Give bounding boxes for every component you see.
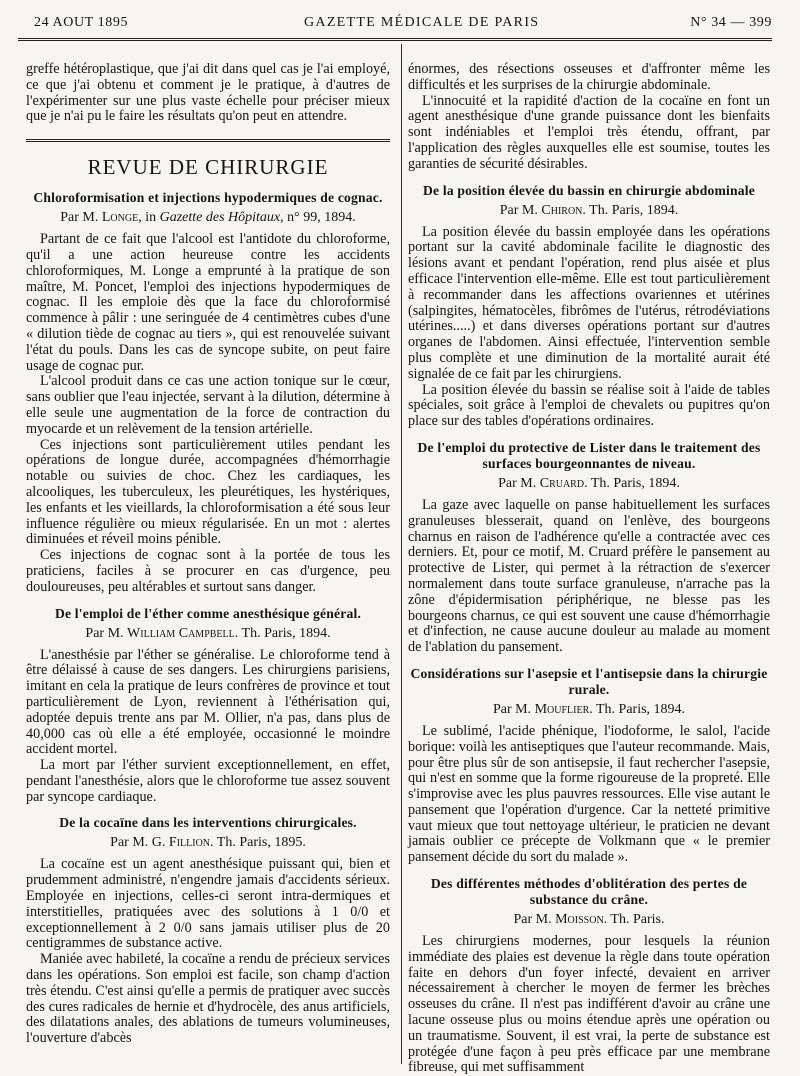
article-title: De l'emploi du protective de Lister dans le traitement des surfaces bourgeonnantes de niveau. (417, 439, 761, 471)
right-column (408, 62, 770, 1076)
article-title: Considérations sur l'asepsie et l'antisepsie dans la chirurgie rurale. (410, 665, 768, 697)
paragraph: Maniée avec habileté, la cocaïne a rendu de précieux services dans les opérations. Son emploi est facile, son champ d'action très étendu. C'est ainsi qu'elle a permis de pratiquer avec succès des cures radicales de hernie et d'hydrocèle, des anus artificiels, des dilatations anales, des ablations de tumeurs volumineuses, l'ouverture d'abcès (26, 951, 390, 1047)
header-date: 24 AOUT 1895 (34, 15, 129, 30)
revue-heading: REVUE DE CHIRURGIE (87, 155, 329, 180)
article-author: Par M. Longe, in Gazette des Hôpitaux, n° 99, 1894. (60, 210, 356, 226)
continued-paragraph: greffe hétéroplastique, que j'ai dit dans quel cas je l'ai employé, ce que j'ai obtenu et comment je le pratique, à d'autres de l'expérimenter sur une plus vaste échelle pour préciser mieux que je n'ai pu le faire les résultats qu'on peut en attendre. (26, 61, 390, 125)
paragraph: Les chirurgiens modernes, pour lesquels la réunion immédiate des plaies est devenue la règle dans toute opération faite en dehors d'un foyer infecté, devaient en arriver nécessairement à chercher le moyen de fermer les brèches osseuses du crâne. Il n'est pas indifférent d'avoir au crâne une lacune osseuse plus ou moins étendue après une opération ou un traumatisme. Souvent, il est vrai, la perte de substance est protégée d'une façon à peu près efficace par une membrane fibreuse, qui met suffisamment (408, 933, 770, 1076)
page-header (34, 12, 772, 36)
paragraph: L'alcool produit dans ce cas une action tonique sur le cœur, sans oublier que l'eau injectée, servant à la dilution, détermine à elle seule une augmentation de la force de contraction du myocarde et un relèvement de la tension artérielle. (26, 373, 390, 437)
article-title: De la cocaïne dans les interventions chirurgicales. (59, 815, 357, 831)
section-rule (26, 139, 390, 146)
paragraph: La position élevée du bassin se réalise soit à l'aide de tables spéciales, soit grâce à l'emploi de chevalets ou pupitres qu'on place sur des tables d'opérations ordinaires. (408, 381, 770, 430)
left-column (26, 62, 390, 1047)
article-author: Par M. Mouflier. Th. Paris, 1894. (492, 701, 686, 717)
paragraph: Le sublimé, l'acide phénique, l'iodoforme, le salol, l'acide borique: voilà les antiseptiques que l'auteur recommande. Mais, pour être plus sûr de son antisepsie, il faut rechercher l'asepsie, qui n'est en somme que la forme rigoureuse de la propreté. Elle s'improvise avec les plus pauvres ressources. Elle vise autant le pansement que l'opération d'urgence. Car la netteté primitive vaut mieux que tout nettoyage ultérieur, le praticien ne devant jamais oublier ce précepte de Volkmann que « le premier pansement décide du sort du malade ». (408, 722, 770, 866)
paragraph: Ces injections sont particulièrement utiles pendant les opérations de longue durée, accompagnées d'hémorrhagie notable ou suivies de choc. Chez les cardiaques, les alcooliques, les tuberculeux, les pleurétiques, les hystériques, les enfants et les vieillards, la chloroformisation a été sous leur influence régulière ou mieux régularisée. En un mot : alertes diminuées et réveil moins pénible. (26, 436, 390, 548)
article-title: De l'emploi de l'éther comme anesthésique général. (54, 605, 362, 621)
continued-paragraph: énormes, des résections osseuses et d'affronter même les difficultés et les surprises de la chirurgie abdominale. (408, 61, 770, 93)
article-title: Chloroformisation et injections hypodermiques de cognac. (33, 190, 383, 206)
article-author: Par M. Cruard. Th. Paris, 1894. (498, 475, 680, 491)
paragraph: L'innocuité et la rapidité d'action de la cocaïne en font un agent anesthésique d'une grande puissance dont les bienfaits sont indéniables et l'emploi très étendu, offrant, par l'application des règles auxquelles elle est soumise, toutes les garanties de sécurité désirables. (408, 92, 770, 172)
article-author: Par M. G. Fillion. Th. Paris, 1895. (110, 835, 306, 851)
article-author: Par M. Chiron. Th. Paris, 1894. (499, 202, 679, 218)
paragraph: La position élevée du bassin employée dans les opérations portant sur la cavité abdominale facilite le diagnostic des lésions avant et pendant l'opération, rend plus aisée et plus efficace l'intervention elle-même. Elle est tout particulièrement à recommander dans les affections ovariennes et utérines (salpingites, hématocèles, fibrômes de l'utérus, rétrodéviations utérines.....) et dans diverses opérations portant sur d'autres organes de l'abdomen. Ainsi effectuée, l'intervention semble plus complète et une diminution de la mortalité aurait été signalée de ce fait par les chirurgiens. (408, 223, 770, 382)
paragraph: La gaze avec laquelle on panse habituellement les surfaces granuleuses blesserait, quand on l'enlève, des bourgeons charnus en raison de l'adhérence qu'elle a contractée avec ces derniers. Et, pour ce motif, M. Cruard préfère le pansement au protective de Lister, qui permet à la rétraction de s'exercer normalement dans toute surface granuleuse, n'arrache pas la zône d'épidermisation périphérique, ne blesse pas les bourgeons charnus, ce qui est souvent une cause d'hémorrhagie et d'infection, ne cause aucune douleur au malade au moment de l'ablation du pansement. (408, 496, 770, 656)
header-issue-page: N° 34 — 399 (690, 15, 772, 30)
paragraph: La mort par l'éther survient exceptionnellement, en effet, pendant l'anesthésie, alors que le chloroforme tue assez souvent par syncope cardiaque. (26, 757, 390, 805)
paragraph: L'anesthésie par l'éther se généralise. Le chloroforme tend à être délaissé à cause de ses dangers. Les chirurgiens parisiens, imitant en cela la pratique de leurs confrères de province et tout particulièrement de Lyon, reviennent à l'éthérisation qui, adoptée depuis trente ans par M. Ollier, n'a pas, dans plus de 40,000 cas où elle a été employée, occasionné le moindre accident mortel. (26, 646, 390, 758)
header-journal-title: GAZETTE MÉDICALE DE PARIS (304, 15, 540, 30)
column-divider (401, 44, 402, 1064)
article-author: Par M. William Campbell. Th. Paris, 1894. (85, 625, 331, 641)
header-rule (18, 38, 772, 44)
article-title: Des différentes méthodes d'oblitération des pertes de substance du crâne. (430, 876, 748, 908)
paragraph: La cocaïne est un agent anesthésique puissant qui, bien et prudemment administré, n'engendre jamais d'accidents sérieux. Employée en injections, celles-ci seront intra-dermiques et interstitielles, pratiquées avec des solutions à 1 0/0 et exceptionnellement à 2 0/0 sans jamais utiliser plus de 20 centigrammes de substance active. (26, 856, 390, 952)
paragraph: Ces injections de cognac sont à la portée de tous les praticiens, faciles à se procurer en cas d'urgence, peu douloureuses, peu altérables et surtout sans danger. (26, 547, 390, 595)
paragraph: Partant de ce fait que l'alcool est l'antidote du chloroforme, qu'il a une action heureuse contre les accidents chloroformiques, M. Longe a emprunté à la pratique de son maître, M. Poncet, l'emploi des injections hypodermiques de cognac. Il les emploie dès que la face du chloroformisé commence à pâlir : une seringuée de 4 centimètres cubes d'une « dilution tiède de cognac au tiers », qui est renouvelée suivant l'état du pouls. Dans les cas de syncope subite, on peut faire usage de cognac pur. (26, 231, 390, 374)
article-title: De la position élevée du bassin en chirurgie abdominale (423, 182, 755, 198)
article-author: Par M. Moisson. Th. Paris. (513, 912, 665, 928)
